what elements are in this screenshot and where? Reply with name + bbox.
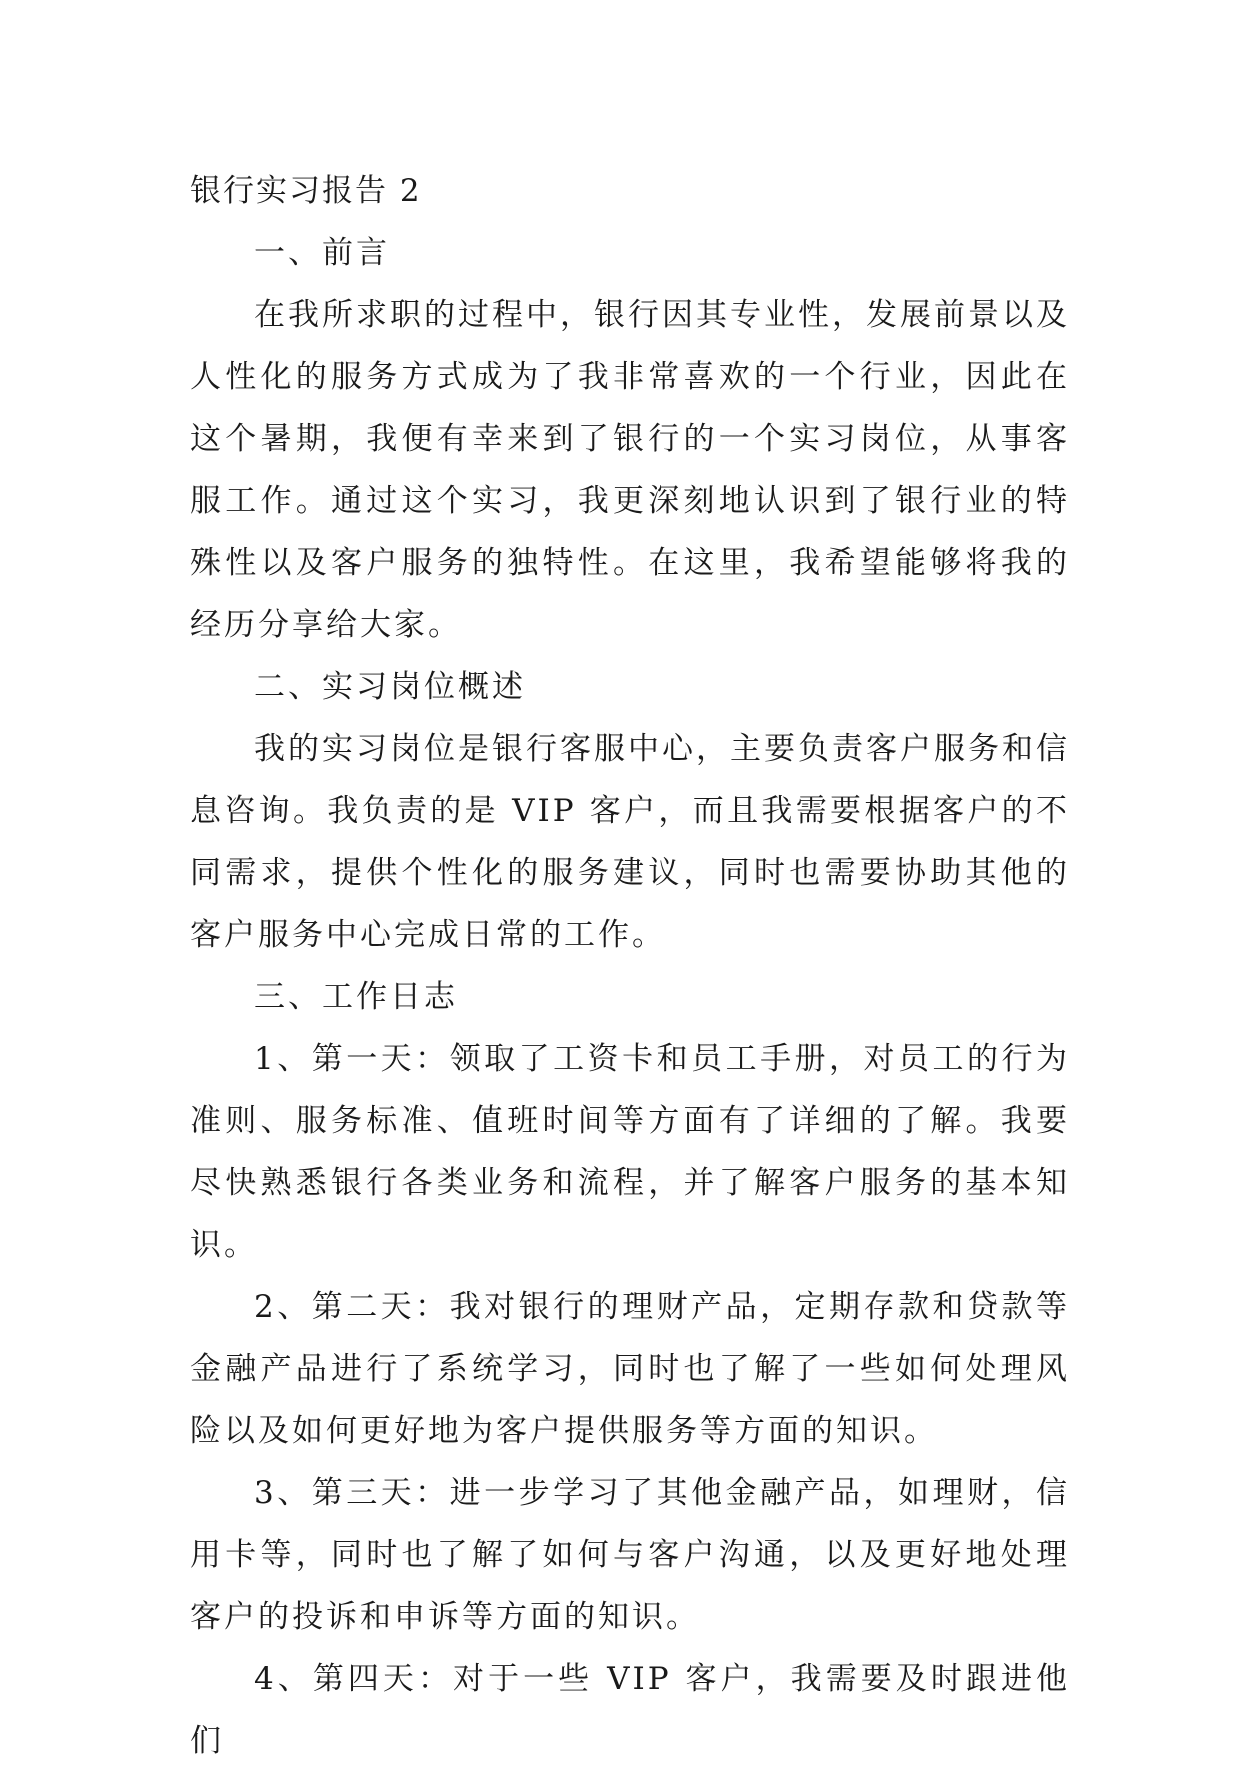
paragraph-day-1: 1、第一天：领取了工资卡和员工手册，对员工的行为准则、服务标准、值班时间等方面有了详细的了解。我要尽快熟悉银行各类业务和流程，并了解客户服务的基本知识。: [190, 1041, 1070, 1263]
document-title: 银行实习报告 2: [190, 173, 422, 209]
section-heading-position-overview: 二、实习岗位概述: [254, 669, 526, 705]
document-page: [190, 160, 1070, 1772]
paragraph-preface: 在我所求职的过程中，银行因其专业性，发展前景以及人性化的服务方式成为了我非常喜欢的一个行业，因此在这个暑期，我便有幸来到了银行的一个实习岗位，从事客服工作。通过这个实习，我更深刻地认识到了银行业的特殊性以及客户服务的独特性。在这里，我希望能够将我的经历分享给大家。: [190, 297, 1070, 643]
paragraph-day-2: 2、第二天：我对银行的理财产品，定期存款和贷款等金融产品进行了系统学习，同时也了解了一些如何处理风险以及如何更好地为客户提供服务等方面的知识。: [190, 1289, 1070, 1449]
section-heading-work-log: 三、工作日志: [254, 979, 458, 1015]
paragraph-position-overview: 我的实习岗位是银行客服中心，主要负责客户服务和信息咨询。我负责的是 VIP 客户，而且我需要根据客户的不同需求，提供个性化的服务建议，同时也需要协助其他的客户服务中心完成日常的工作。: [190, 731, 1070, 953]
paragraph-day-4: 4、第四天：对于一些 VIP 客户，我需要及时跟进他们: [190, 1661, 1070, 1759]
paragraph-day-3: 3、第三天：进一步学习了其他金融产品，如理财，信用卡等，同时也了解了如何与客户沟通，以及更好地处理客户的投诉和申诉等方面的知识。: [190, 1475, 1070, 1635]
section-heading-preface: 一、前言: [254, 235, 390, 271]
